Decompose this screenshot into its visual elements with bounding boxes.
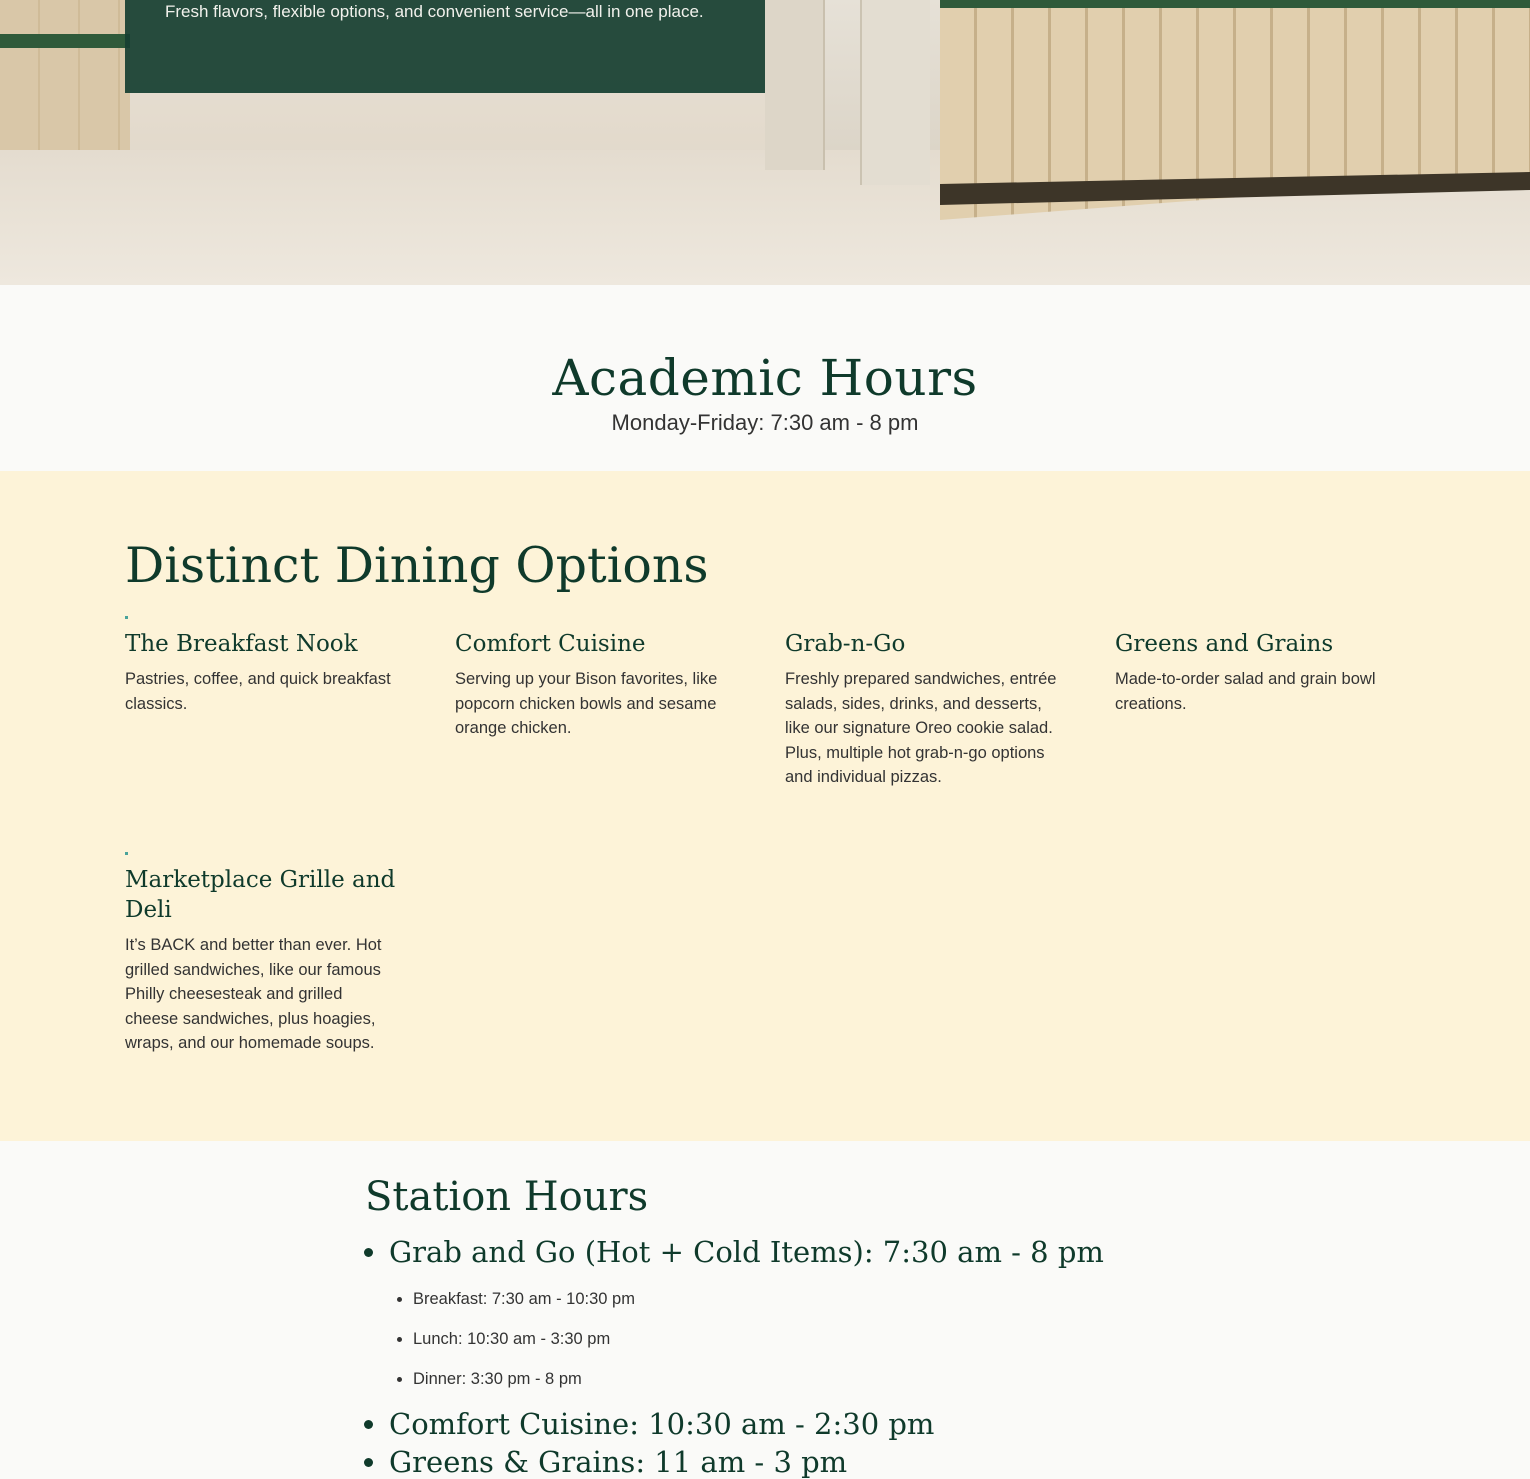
dining-option-name: Comfort Cuisine	[455, 631, 646, 657]
dining-option-name: Greens and Grains	[1115, 631, 1334, 657]
hero-tagline: Fresh flavors, flexible options, and convenient service—all in one place.	[165, 2, 704, 21]
station-hours-list	[389, 1233, 1289, 1479]
dining-option-description: Serving up your Bison favorites, like popcorn chicken bowls and sesame orange chicken.	[455, 670, 718, 737]
dining-option-name: The Breakfast Nook	[125, 631, 358, 657]
dining-option-description: It’s BACK and better than ever. Hot grilled sandwiches, like our famous Philly cheesesteak and grilled cheese sandwiches, plus hoagies, wraps, and our homemade soups.	[125, 936, 382, 1052]
academic-hours-section	[0, 285, 1530, 471]
dining-option-name: Grab-n-Go	[785, 631, 906, 657]
station-hours-item	[389, 1405, 1289, 1443]
meal-hours-item: • Dinner: 3:30 pm - 8 pm	[413, 1359, 1289, 1399]
hero-text-box	[125, 0, 765, 93]
dining-option-description: Pastries, coffee, and quick breakfast classics.	[125, 670, 391, 713]
meal-hours-list	[413, 1279, 1289, 1399]
station-hours-section	[0, 1141, 1530, 1479]
station-hours-label: Comfort Cuisine: 10:30 am - 2:30 pm	[389, 1407, 935, 1441]
dining-options-title: Distinct Dining Options	[125, 537, 709, 594]
meal-hours-item: • Breakfast: 7:30 am - 10:30 pm	[413, 1279, 1289, 1319]
station-hours-label: Greens & Grains: 11 am - 3 pm	[389, 1445, 848, 1479]
hero-banner	[0, 0, 1530, 285]
hero-image-pillar	[765, 0, 825, 170]
dining-option-name: Marketplace Grille and Deli	[125, 867, 396, 923]
station-hours-item	[389, 1233, 1289, 1399]
dining-option-card	[455, 629, 735, 741]
hero-image-pillar	[860, 0, 930, 185]
meal-hours-item: • Lunch: 10:30 am - 3:30 pm	[413, 1319, 1289, 1359]
dining-option-card	[125, 616, 405, 716]
bullet-dot-icon	[125, 852, 128, 855]
dining-option-card	[125, 852, 400, 1056]
dining-option-description: Made-to-order salad and grain bowl creations.	[1115, 670, 1376, 713]
dining-option-card	[1115, 629, 1395, 716]
station-hours-item	[389, 1443, 1289, 1479]
academic-hours-title: Academic Hours	[552, 349, 978, 407]
dining-option-description: Freshly prepared sandwiches, entrée salads, sides, drinks, and desserts, like our signature Oreo cookie salad. Plus, multiple hot grab-n-go options and individual pizzas.	[785, 670, 1057, 786]
dining-option-card	[785, 629, 1065, 790]
bullet-dot-icon	[125, 616, 128, 619]
hero-image-counter-trim	[940, 0, 1530, 8]
station-hours-title: Station Hours	[365, 1174, 649, 1220]
station-hours-label: Grab and Go (Hot + Cold Items): 7:30 am - 8 pm	[389, 1235, 1104, 1269]
dining-options-section	[0, 471, 1530, 1141]
academic-hours-text: Monday-Friday: 7:30 am - 8 pm	[611, 410, 919, 435]
hero-image-trim	[0, 34, 130, 48]
